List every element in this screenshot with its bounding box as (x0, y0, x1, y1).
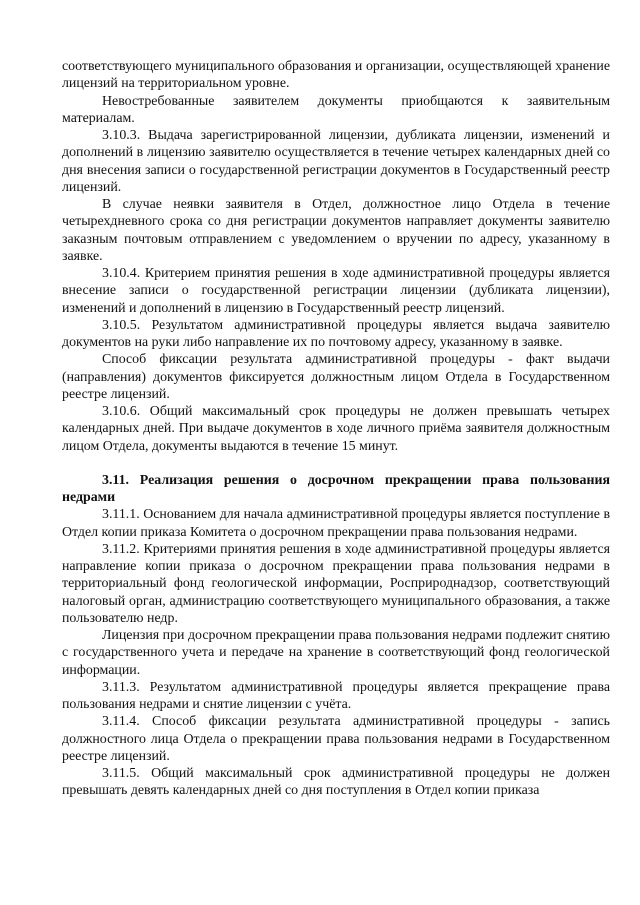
paragraph-3-11-4: 3.11.4. Способ фиксации результата административной процедуры - запись должностного лица Отдела о прекращении права пользования недрами в Государственном реестре лицензий. (62, 714, 610, 764)
document-page (62, 58, 610, 800)
paragraph-3-10-4: 3.10.4. Критерием принятия решения в ходе административной процедуры является внесение записи о государственной регистрации лицензии (дубликата лицензии), изменений и дополнений в лицензию в Государственный реестр лицензий. (62, 266, 610, 316)
paragraph-no-show: В случае неявки заявителя в Отдел, должностное лицо Отдела в течение четырехдневного срока со дня регистрации документов направляет документы заявителю заказным почтовым отправлением с уведомлением о вручении по адресу, указанному в заявке. (62, 197, 610, 264)
section-heading-3-11: 3.11. Реализация решения о досрочном прекращении права пользования недрами (62, 472, 610, 505)
paragraph-3-10-3: 3.10.3. Выдача зарегистрированной лицензии, дубликата лицензии, изменений и дополнений в лицензию заявителю осуществляется в течение четырех календарных дней со дня внесения записи о государственной регистрации документов в Государственный реестр лицензий. (62, 128, 610, 195)
paragraph-3-11-5: 3.11.5. Общий максимальный срок административной процедуры не должен превышать девять календарных дней со дня поступления в Отдел копии приказа (62, 766, 610, 799)
paragraph-continuation: соответствующего муниципального образования и организации, осуществляющей хранение лицензий на территориальном уровне. (62, 59, 610, 92)
paragraph-3-10-6: 3.10.6. Общий максимальный срок процедуры не должен превышать четырех календарных дней. При выдаче документов в ходе личного приёма заявителя должностным лицом Отдела, документы выдаются в течение 15 минут. (62, 404, 610, 454)
paragraph-license-termination: Лицензия при досрочном прекращении права пользования недрами подлежит снятию с государственного учета и передаче на хранение в соответствующий фонд геологической информации. (62, 628, 610, 678)
paragraph-3-10-5: 3.10.5. Результатом административной процедуры является выдача заявителю документов на руки либо направление их по почтовому адресу, указанному в заявке. (62, 317, 610, 350)
paragraph-unclaimed-documents: Невостребованные заявителем документы приобщаются к заявительным материалам. (62, 93, 610, 126)
paragraph-3-11-2: 3.11.2. Критериями принятия решения в ходе административной процедуры является направление копии приказа о досрочном прекращении права пользования недрами в территориальный фонд геологической информации, Росприроднадзор, соответствующий налоговый орган, администрацию соответствующего муниципального образования, а также пользователю недр. (62, 541, 610, 626)
paragraph-3-11-1: 3.11.1. Основанием для начала административной процедуры является поступление в Отдел копии приказа Комитета о досрочном прекращении права пользования недрами. (62, 507, 610, 540)
paragraph-fixation-method: Способ фиксации результата административной процедуры - факт выдачи (направления) документов фиксируется должностным лицом Отдела в Государственном реестре лицензий. (62, 352, 610, 402)
paragraph-3-11-3: 3.11.3. Результатом административной процедуры является прекращение права пользования недрами и снятие лицензии с учёта. (62, 679, 610, 712)
